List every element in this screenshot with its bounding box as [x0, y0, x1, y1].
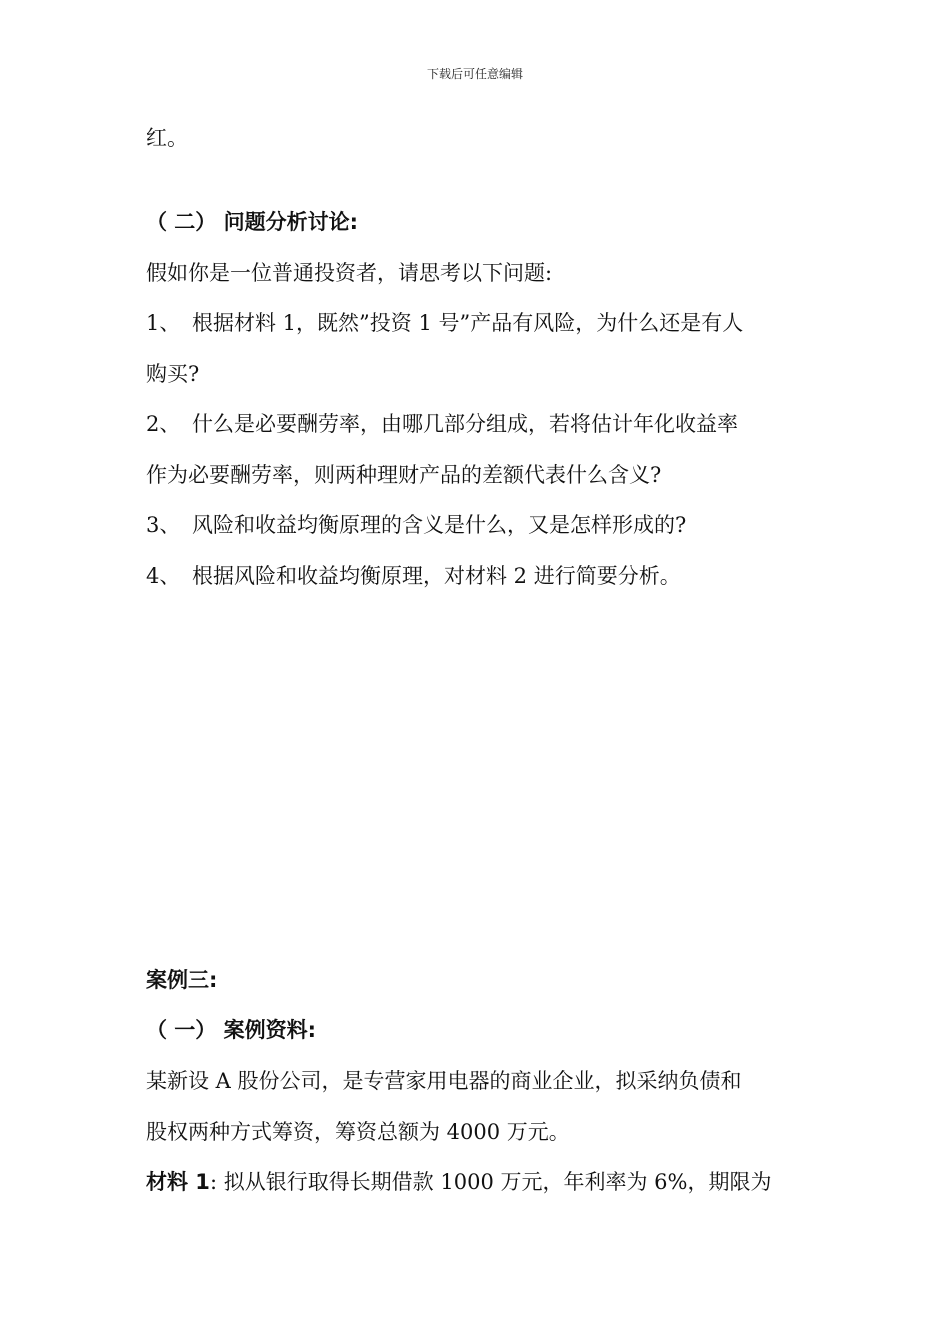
material-label: 材料 1	[146, 1170, 210, 1194]
question-number: 3、	[146, 513, 181, 537]
section-heading-discussion: （ 二） 问题分析讨论:	[146, 210, 359, 234]
question-text: 根据材料 1，既然”投资 1 号”产品有风险，为什么还是有人	[192, 311, 744, 335]
material-text: : 拟从银行取得长期借款 1000 万元，年利率为 6%，期限为	[209, 1170, 772, 1194]
page-header: 下载后可任意编辑	[426, 67, 523, 81]
question-4	[146, 562, 681, 590]
question-1	[146, 309, 743, 337]
question-text: 什么是必要酬劳率，由哪几部分组成，若将估计年化收益率	[192, 412, 738, 436]
paragraph-line: 作为必要酬劳率，则两种理财产品的差额代表什么含义?	[146, 463, 662, 487]
question-number: 1、	[146, 311, 181, 335]
question-3	[146, 511, 686, 539]
paragraph-line: 假如你是一位普通投资者，请思考以下问题:	[146, 261, 553, 285]
paragraph-line: 股权两种方式筹资，筹资总额为 4000 万元。	[146, 1120, 570, 1144]
material-1-line	[146, 1168, 771, 1196]
section-heading-case-three: 案例三:	[146, 968, 218, 992]
question-2	[146, 410, 738, 438]
section-heading-case-materials: （ 一） 案例资料:	[146, 1018, 317, 1042]
question-number: 2、	[146, 412, 181, 436]
question-text: 根据风险和收益均衡原理，对材料 2 进行简要分析。	[192, 564, 681, 588]
question-text: 风险和收益均衡原理的含义是什么，又是怎样形成的?	[192, 513, 687, 537]
question-number: 4、	[146, 564, 181, 588]
paragraph-line: 某新设 A 股份公司，是专营家用电器的商业企业，拟采纳负债和	[146, 1069, 742, 1093]
paragraph-line: 红。	[146, 126, 188, 150]
paragraph-line: 购买?	[146, 362, 200, 386]
